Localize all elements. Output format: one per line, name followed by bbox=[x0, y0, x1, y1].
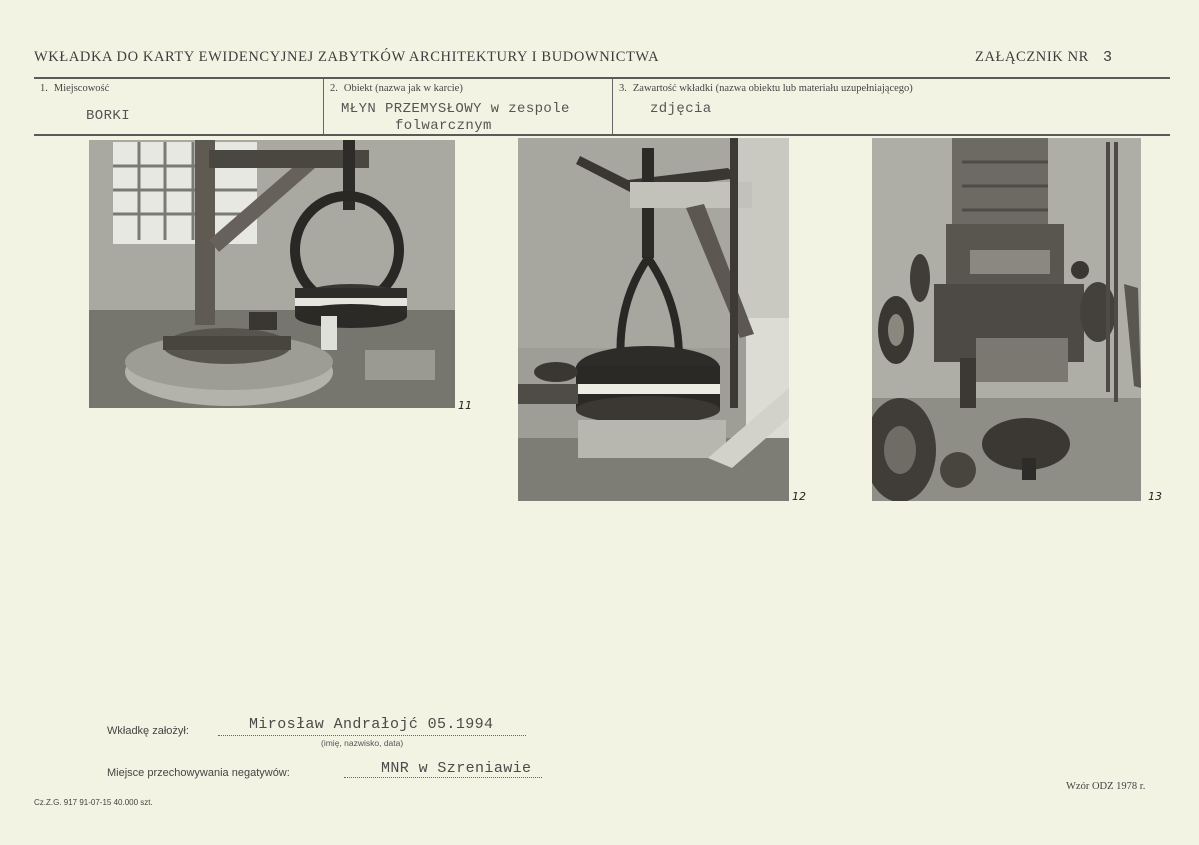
contents-label-text: Zawartość wkładki (nazwa obiektu lub materiału uzupełniającego) bbox=[632, 83, 913, 94]
field-divider-1 bbox=[323, 79, 324, 134]
storage-label: Miejsce przechowywania negatywów: bbox=[107, 767, 290, 779]
locality-value: BORKI bbox=[86, 108, 131, 124]
created-by-value: Mirosław Andrałojć 05.1994 bbox=[249, 716, 494, 733]
object-value-line1: MŁYN PRZEMYSŁOWY w zespole bbox=[341, 101, 570, 117]
photo-13 bbox=[872, 138, 1141, 501]
storage-line bbox=[344, 777, 542, 778]
header-bottom-rule bbox=[34, 134, 1170, 136]
millstone-lifting-image bbox=[518, 138, 789, 501]
annex-label bbox=[975, 49, 1113, 66]
object-value-line2: folwarcznym bbox=[395, 118, 492, 134]
object-label-text: Obiekt (nazwa jak w karcie) bbox=[343, 83, 463, 94]
photo-12 bbox=[518, 138, 789, 501]
storage-value: MNR w Szreniawie bbox=[381, 760, 532, 777]
form-model: Wzór ODZ 1978 r. bbox=[1066, 781, 1146, 792]
form-title: WKŁADKA DO KARTY EWIDENCYJNEJ ZABYTKÓW ARCHITEKTURY I BUDOWNICTWA bbox=[34, 49, 660, 65]
contents-number: 3. bbox=[619, 83, 627, 94]
contents-value: zdjęcia bbox=[650, 101, 712, 117]
locality-number: 1. bbox=[40, 83, 48, 94]
roller-mill-image bbox=[872, 138, 1141, 501]
header-top-rule bbox=[34, 77, 1170, 79]
field-divider-2 bbox=[612, 79, 613, 134]
photo-number-12: 12 bbox=[792, 490, 806, 503]
created-by-line bbox=[218, 735, 526, 736]
created-by-label: Wkładkę założył: bbox=[107, 725, 189, 737]
object-number: 2. bbox=[330, 83, 338, 94]
photo-number-13: 13 bbox=[1148, 490, 1162, 503]
millstone-crane-image bbox=[89, 140, 455, 408]
photo-11 bbox=[89, 140, 455, 408]
photo-number-11: 11 bbox=[458, 399, 472, 412]
locality-label bbox=[40, 83, 109, 94]
contents-label bbox=[619, 83, 913, 94]
annex-label-text: ZAŁĄCZNIK NR bbox=[975, 49, 1089, 65]
annex-number: 3 bbox=[1102, 49, 1113, 66]
object-label bbox=[330, 83, 463, 94]
print-code: Cz.Z.G. 917 91-07-15 40.000 szt. bbox=[34, 798, 153, 807]
locality-label-text: Miejscowość bbox=[53, 83, 110, 94]
created-by-hint: (imię, nazwisko, data) bbox=[321, 738, 404, 748]
